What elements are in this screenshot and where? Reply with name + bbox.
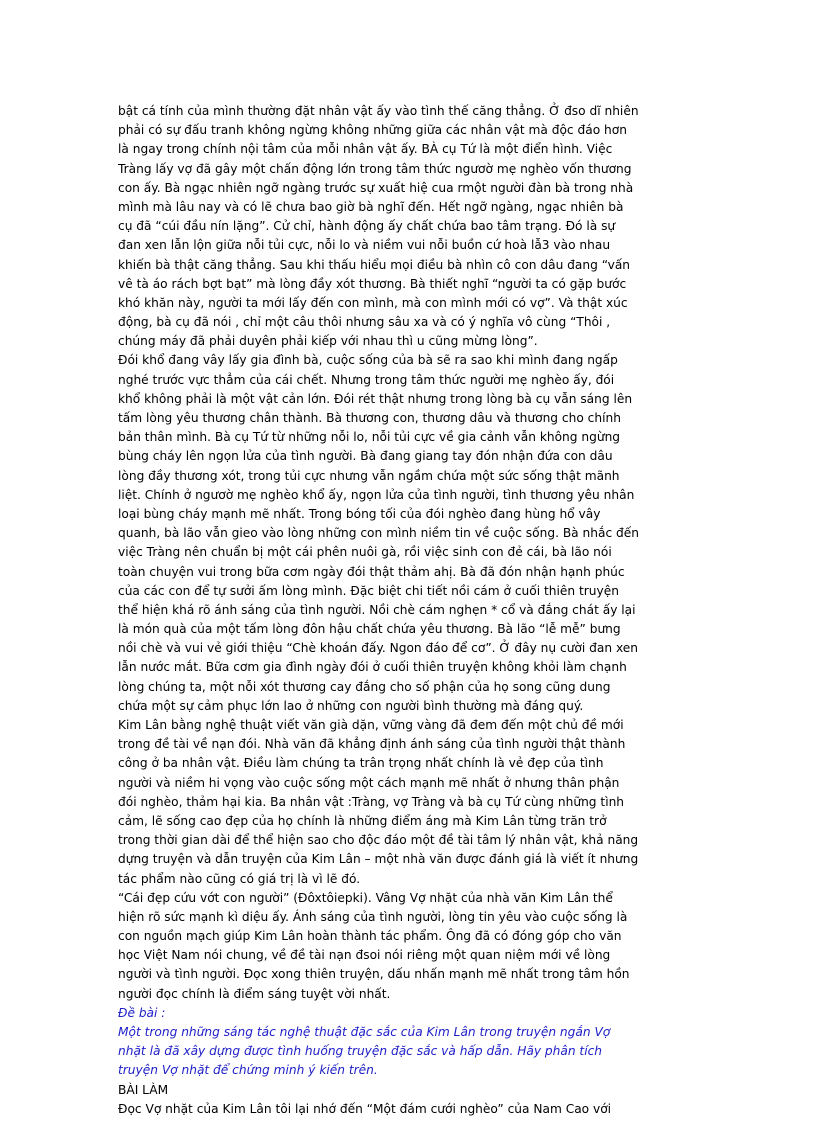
text-line: Kim Lân bằng nghệ thuật viết văn già dặn, vững vàng đã đem đến một chủ đề mới	[118, 718, 624, 732]
text-line: đan xen lẫn lộn giữa nỗi tủi cực, nỗi lo và niềm vui nỗi buồn cứ hoà lẫ3 vào nhau	[118, 238, 611, 253]
text-line: “Cái đẹp cứu vớt con người” (Đôxtôiepki). Vâng Vợ nhặt của nhà văn Kim Lân thể	[118, 890, 613, 905]
text-line: người và niềm hi vọng vào cuộc sống một cách mạnh mẽ nhất ở nhưng thân phận	[118, 775, 620, 790]
text-line: người và tình người. Đọc xong thiên truyện, dấu nhấn mạnh mẽ nhất trong tâm hồn	[118, 967, 630, 982]
text-line: thể hiện khá rõ ánh sáng của tình người. Nồi chè cám nghẹn * cổ và đắng chát ấy lại	[118, 602, 636, 617]
text-line: tác phẩm nào cũng có giá trị là vì lẽ đó.	[118, 871, 361, 886]
text-line: lẫn nước mắt. Bữa cơm gia đình ngày đói ở cuối thiên truyện không khỏi làm chạnh	[118, 660, 627, 675]
text-line: mình mà lâu nay và có lẽ chưa bao giờ bà nghĩ đến. Hết ngỡ ngàng, ngạc nhiên bà	[118, 199, 624, 214]
text-line: quanh, bà lão vẫn gieo vào lòng những con mình niềm tin về cuộc sống. Bà nhắc đến	[118, 526, 639, 541]
text-line: Đọc Vợ nhặt của Kim Lân tôi lại nhớ đến “Một đám cưới nghèo” của Nam Cao với	[118, 1101, 612, 1116]
assignment-line: truyện Vợ nhặt để chứng minh ý kiến trên.	[118, 1063, 378, 1078]
text-line: chứa một sự cảm phục lớn lao ở những con người bình thường mà đáng quý.	[118, 698, 584, 713]
text-line: toàn chuyện vui trong bữa cơm ngày đói thật thảm ahị. Bà đã đón nhận hạnh phúc	[118, 564, 625, 579]
text-line: BÀI LÀM	[118, 1082, 169, 1097]
text-line: bật cá tính của mình thường đặt nhân vật ấy vào tình thế căng thẳng. Ở đso dĩ nhiên	[118, 104, 639, 118]
text-line: động, bà cụ đã nói , chỉ một câu thôi nhưng sâu xa và có ý nghĩa vô cùng “Thôi ,	[118, 315, 611, 330]
text-line: của các con để tự sưởi ấm lòng mình. Đặc biệt chi tiết nồi cám ở cuối thiên truyện	[118, 583, 619, 598]
text-line: liệt. Chính ở ngươờ mẹ nghèo khổ ấy, ngọn lửa của tình người, tình thương yêu nhân	[118, 487, 635, 502]
text-line: tấm lòng yêu thương chân thành. Bà thương con, thương dâu và thương cho chính	[118, 411, 621, 425]
text-line: cảm, lẽ sống cao đẹp của họ chính là những điểm áng mà Kim Lân từng trăn trở	[118, 813, 607, 828]
text-line: người đọc chính là điểm sáng tuyệt vời nhất.	[118, 986, 391, 1001]
text-line: chúng máy đã phải duyên phải kiếp với nhau thì u cũng mừng lòng”.	[118, 334, 538, 349]
text-line: nghé trước vực thẳm của cái chết. Nhưng trong tâm thức người mẹ nghèo ấy, đói	[118, 372, 615, 387]
text-line: Tràng lấy vợ đã gây một chấn động lớn trong tâm thức ngươờ mẹ nghèo vốn thương	[118, 161, 632, 176]
text-line: là món quà của một tấm lòng đôn hậu chất chứa yêu thương. Bà lão “lễ mễ” bưng	[118, 622, 621, 637]
text-line: là ngay trong chính nội tâm của mỗi nhân vật ấy. BÀ cụ Tứ là một điển hình. Việc	[118, 142, 613, 157]
text-line: đói nghèo, thảm hại kia. Ba nhân vật :Tràng, vợ Tràng và bà cụ Tứ cùng những tình	[118, 794, 625, 809]
text-line: khó khăn này, người ta mới lấy đến con mình, mà con mình mới có vợ”. Và thật xúc	[118, 295, 628, 310]
text-line: cụ đã “cúi đầu nín lặng”. Cử chỉ, hành động ấy chất chứa bao tâm trạng. Đó là sự	[118, 219, 616, 234]
text-line: học Việt Nam nói chung, về đề tài nạn đsoi nói riêng một quan niệm mới về lòng	[118, 948, 611, 963]
text-line: Đói khổ đang vây lấy gia đình bà, cuộc sống của bà sẽ ra sao khi mình đang ngấp	[118, 353, 618, 368]
text-line: lòng chúng ta, một nỗi xót thương cay đắng cho số phận của họ song cũng dung	[118, 679, 611, 694]
text-line: trong thời gian dài để thể hiện sao cho độc đáo một đề tài tâm lý nhân vật, khả năng	[118, 833, 639, 848]
text-line: công ở ba nhân vật. Điều làm chúng ta trân trọng nhất chính là vẻ đẹp của tình	[118, 756, 604, 771]
text-line: vê tà áo rách bợt bạt” mà lòng đầy xót thương. Bà thiết nghĩ “người ta có gặp bước	[118, 276, 627, 291]
text-line: trong đề tài về nạn đói. Nhà văn đã khẳng định ánh sáng của tình người thật thành	[118, 737, 626, 752]
assignment-line: Đề bài :	[118, 1005, 166, 1020]
text-line: con nguồn mạch giúp Kim Lân hoàn thành tác phẩm. Ông đã có đóng góp cho văn	[118, 929, 622, 944]
assignment-line: nhặt là đã xây dựng được tình huống truyện đặc sắc và hấp dẫn. Hãy phân tích	[118, 1044, 603, 1059]
assignment-line: Một trong những sáng tác nghệ thuật đặc sắc của Kim Lân trong truyện ngắn Vợ	[118, 1025, 611, 1039]
text-line: lòng đầy thương xót, trong tủi cực nhưng vẫn ngầm chứa một sức sống thật mãnh	[118, 468, 620, 483]
text-line: bùng cháy lên ngọn lửa của tình người. Bà đang giang tay đón nhận đứa con dâu	[118, 449, 613, 464]
text-line: khiến bà thật căng thẳng. Sau khi thấu hiểu mọi điều bà nhìn cô con dâu đang “vấn	[118, 257, 631, 272]
text-line: hiện rõ sức mạnh kì diệu ấy. Ánh sáng của tình người, lòng tin yêu vào cuộc sống là	[118, 909, 628, 924]
text-line: dựng truyện và dẫn truyện của Kim Lân – một nhà văn được đánh giá là viết ít nhưng	[118, 852, 639, 867]
text-line: nồi chè và vui vẻ giới thiệu “Chè khoán đấy. Ngon đáo để cơ”. Ở đây nụ cười đan xen	[118, 641, 639, 656]
text-line: phải có sự đấu tranh không ngừng không những giữa các nhân vật mà độc đáo hơn	[118, 123, 627, 138]
text-line: việc Tràng nên chuẩn bị một cái phên nuôi gà, rồi việc sinh con đẻ cái, bà lão nói	[118, 545, 612, 560]
text-line: con ấy. Bà ngạc nhiên ngỡ ngàng trước sự xuất hiệ cua rmột người đàn bà trong nhà	[118, 180, 634, 195]
text-line: loại bùng cháy mạnh mẽ nhất. Trong bóng tối của đói nghèo đang hùng hổ vây	[118, 506, 601, 521]
text-line: khổ không phải là một vật cản lớn. Đói rét thật nhưng trong lòng bà cụ vẫn sáng lên	[118, 391, 633, 406]
document-page	[118, 102, 708, 1119]
text-line: bản thân mình. Bà cụ Tứ từ những nỗi lo, nỗi tủi cực về gia cảnh vẫn không ngừng	[118, 430, 621, 445]
